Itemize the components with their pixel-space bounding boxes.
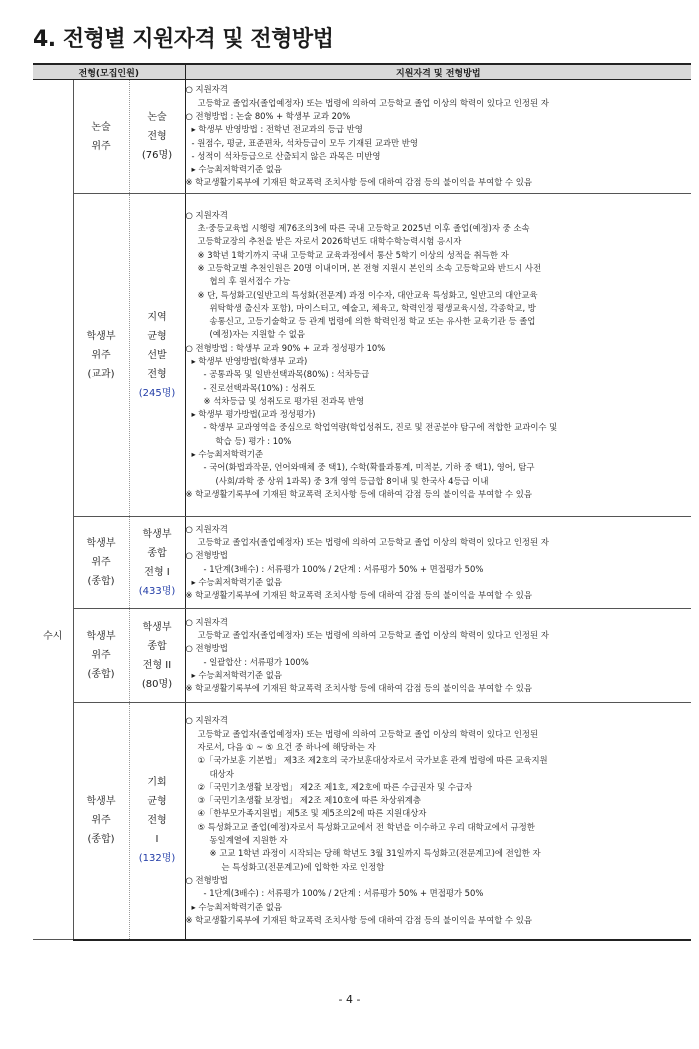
quota-count: (80명) — [141, 678, 173, 690]
name-text: 학생부 — [142, 528, 172, 540]
desc-line: ※ 단, 특성화고(일반고의 특성화(전문계) 과정 이수자, 대안교육 특성화고, 일반고의 대안교육 — [197, 289, 538, 300]
name-cell — [129, 703, 185, 940]
name-cell — [129, 517, 185, 609]
desc-line: 는 특성화고(전문계고)에 입학한 자로 인정함 — [221, 861, 385, 872]
table-row — [33, 703, 691, 940]
name-text: 지역 — [147, 311, 167, 323]
desc-line: - 1단계(3배수) : 서류평가 100% / 2단계 : 서류평가 50% + 면접평가 50% — [203, 563, 484, 574]
desc-line: ○ 지원자격 — [185, 616, 228, 627]
desc-line: 동일계열에 지원한 자 — [209, 835, 288, 846]
name-text: 전형 — [147, 815, 167, 827]
header-qualification-method: 지원자격 및 전형방법 — [185, 64, 691, 80]
desc-line: - 성적이 석차등급으로 산출되지 않은 과목은 미반영 — [191, 150, 381, 161]
page-number: - 4 - — [338, 993, 361, 1006]
name-cell — [129, 194, 185, 517]
desc-line: 초·중등교육법 시행령 제76조의3에 따른 국내 고등학교 2025년 이후 졸업(예정)자 중 소속 — [197, 223, 530, 234]
desc-line: 고등학교 졸업자(졸업예정자) 또는 법령에 의하여 고등학교 졸업 이상의 학력이 있다고 인정된 자 — [197, 629, 549, 640]
description-cell — [185, 194, 691, 517]
table-row — [33, 194, 691, 517]
table-row — [33, 517, 691, 609]
description-cell — [185, 517, 691, 609]
desc-line: - 학생부 교과영역을 중심으로 학업역량(학업성취도, 진로 및 전공분야 탐구에 적합한 교과이수 및 — [203, 422, 558, 433]
desc-line: - 국어(화법과작문, 언어와매체 중 택1), 수학(확률과통계, 미적분, 기하 중 택1), 영어, 탐구 — [203, 462, 535, 473]
name-text: 기회 — [147, 777, 167, 789]
name-cell — [129, 80, 185, 194]
desc-line: ○ 지원자격 — [185, 523, 228, 534]
name-text: 전형 — [147, 368, 167, 380]
description-cell — [185, 703, 691, 940]
type-text: 위주 — [91, 815, 111, 827]
desc-line: ▸ 수능최저학력기준 없음 — [191, 669, 282, 680]
header-admission-type: 전형(모집인원) — [33, 64, 185, 80]
desc-line: 고등학교 졸업자(졸업예정자) 또는 법령에 의하여 고등학교 졸업 이상의 학력이 있다고 인정된 자 — [197, 536, 549, 547]
desc-line: 위탁학생 출신자 포함), 마이스터고, 예술고, 체육고, 학력인정 평생교육시설, 각종학교, 방 — [209, 302, 536, 313]
desc-line: 송통신고, 고등기술학교 등 관계 법령에 의한 학력인정 학교 또는 유사한 교육기관 등 졸업 — [209, 316, 536, 327]
name-text: 균형 — [147, 796, 167, 808]
desc-line: ▸ 수능최저학력기준 없음 — [191, 901, 282, 912]
desc-line: (예정)자는 지원할 수 없음 — [209, 329, 305, 340]
name-text: I — [155, 834, 159, 846]
desc-line: 자로서, 다음 ① ~ ⑤ 요건 중 하나에 해당하는 자 — [197, 741, 376, 752]
description-cell — [185, 609, 691, 703]
type-text: 학생부 — [86, 538, 116, 549]
type-cell — [73, 194, 129, 517]
desc-line: ▸ 학생부 반영방법(학생부 교과) — [191, 356, 308, 366]
desc-line: 고등학교장의 추천을 받은 자로서 2026학년도 대학수학능력시험 응시자 — [197, 236, 462, 247]
category-label: 수시 — [43, 631, 63, 642]
desc-line: ▸ 학생부 평가방법(교과 정성평가) — [191, 409, 316, 420]
type-text: 위주 — [91, 650, 111, 661]
desc-line: ○ 전형방법 — [185, 643, 228, 654]
desc-line: ①「국가보훈 기본법」 제3조 제2호의 국가보훈대상자로서 국가보훈 관계 법령에 따른 교육지원 — [197, 755, 548, 766]
desc-line: ○ 지원자격 — [185, 209, 228, 220]
type-cell — [73, 703, 129, 940]
name-text: 균형 — [147, 330, 167, 342]
desc-line: ②「국민기초생활 보장법」 제2조 제1호, 제2호에 따른 수급권자 및 수급자 — [197, 781, 473, 792]
name-text: 전형 II — [142, 659, 172, 671]
quota-count: (245명) — [138, 387, 176, 399]
desc-line: ▸ 수능최저학력기준 — [191, 449, 264, 460]
desc-line: ※ 고교 1학년 과정이 시작되는 당해 학년도 3월 31일까지 특성화고(전문계고)에 전입한 자 — [209, 848, 541, 859]
name-text: 학생부 — [142, 621, 172, 633]
page-title: 4. 전형별 지원자격 및 전형방법 — [33, 27, 334, 52]
type-text: 위주 — [91, 140, 111, 152]
admission-table — [33, 63, 691, 941]
name-text: 종합 — [147, 547, 167, 559]
quota-count: (433명) — [138, 585, 176, 597]
desc-line: - 진로선택과목(10%) : 성취도 — [203, 382, 316, 393]
name-text: 전형 I — [144, 566, 170, 578]
description-cell — [185, 80, 691, 194]
desc-line: ※ 3학년 1학기까지 국내 고등학교 교육과정에서 통산 5학기 이상의 성적을 취득한 자 — [197, 249, 509, 260]
type-text: (종합) — [87, 576, 115, 587]
desc-line: - 공통과목 및 일반선택과목(80%) : 석차등급 — [203, 369, 370, 380]
quota-count: (132명) — [138, 853, 176, 865]
type-text: 학생부 — [86, 631, 116, 642]
desc-line: ※ 학교생활기록부에 기재된 학교폭력 조치사항 등에 대하여 감점 등의 불이익을 부여할 수 있음 — [185, 683, 532, 694]
type-text: 학생부 — [86, 330, 116, 342]
table-row — [33, 80, 691, 194]
desc-line: ○ 전형방법 : 학생부 교과 90% + 교과 정성평가 10% — [185, 342, 386, 353]
desc-line: ※ 학교생활기록부에 기재된 학교폭력 조치사항 등에 대하여 감점 등의 불이익을 부여할 수 있음 — [185, 914, 532, 925]
desc-line: - 일괄합산 : 서류평가 100% — [203, 656, 309, 667]
name-text: 논술 — [147, 112, 167, 123]
desc-line: 고등학교 졸업자(졸업예정자) 또는 법령에 의하여 고등학교 졸업 이상의 학력이 있다고 인정된 자 — [197, 97, 549, 108]
type-text: (종합) — [87, 834, 115, 846]
type-cell — [73, 80, 129, 194]
desc-line: 고등학교 졸업자(졸업예정자) 또는 법령에 의하여 고등학교 졸업 이상의 학력이 있다고 인정된 — [197, 728, 539, 739]
desc-line: ※ 고등학교별 추천인원은 20명 이내이며, 본 전형 지원시 본인의 소속 고등학교와 반드시 사전 — [197, 262, 542, 273]
type-text: 학생부 — [86, 796, 116, 808]
desc-line: ○ 전형방법 : 논술 80% + 학생부 교과 20% — [185, 110, 351, 121]
desc-line: ▸ 수능최저학력기준 없음 — [191, 164, 282, 175]
type-text: 위주 — [91, 557, 111, 568]
desc-line: ※ 학교생활기록부에 기재된 학교폭력 조치사항 등에 대하여 감점 등의 불이익을 부여할 수 있음 — [185, 590, 532, 601]
name-text: 선발 — [147, 349, 167, 361]
name-cell — [129, 609, 185, 703]
type-text: (종합) — [87, 669, 115, 680]
desc-line: ○ 전형방법 — [185, 874, 228, 885]
desc-line: ④「한부모가족지원법」제5조 및 제5조의2에 따른 지원대상자 — [197, 808, 427, 819]
desc-line: ※ 학교생활기록부에 기재된 학교폭력 조치사항 등에 대하여 감점 등의 불이익을 부여할 수 있음 — [185, 488, 532, 499]
desc-line: 학습 등) 평가 : 10% — [215, 435, 292, 446]
quota-count: (76명) — [141, 150, 173, 161]
category-cell — [33, 80, 73, 940]
desc-line: ※ 석차등급 및 성취도로 평가된 전과목 반영 — [203, 395, 365, 406]
type-cell — [73, 609, 129, 703]
desc-line: - 1단계(3배수) : 서류평가 100% / 2단계 : 서류평가 50% + 면접평가 50% — [203, 888, 484, 899]
name-text: 종합 — [147, 640, 167, 652]
desc-line: 협의 후 원서접수 가능 — [209, 276, 291, 287]
type-text: 논술 — [91, 121, 111, 133]
desc-line: ○ 지원자격 — [185, 715, 228, 726]
desc-line: ⑤ 특성화고교 졸업(예정)자로서 특성화고교에서 전 학년을 이수하고 우리 대학교에서 규정한 — [197, 821, 535, 832]
name-text: 전형 — [147, 131, 167, 142]
type-text: 위주 — [91, 349, 111, 361]
desc-line: ○ 전형방법 — [185, 550, 228, 561]
desc-line: (사회/과학 중 상위 1과목) 중 3개 영역 등급합 8이내 및 한국사 4등급 이내 — [215, 475, 489, 486]
desc-line: ③「국민기초생활 보장법」 제2조 제10호에 따른 차상위계층 — [197, 795, 421, 806]
desc-line: ○ 지원자격 — [185, 84, 228, 95]
desc-line: ▸ 학생부 반영방법 : 전학년 전교과의 등급 반영 — [191, 124, 363, 135]
type-cell — [73, 517, 129, 609]
table-header-row — [33, 64, 691, 80]
desc-line: ※ 학교생활기록부에 기재된 학교폭력 조치사항 등에 대하여 감점 등의 불이익을 부여할 수 있음 — [185, 177, 532, 188]
desc-line: - 원점수, 평균, 표준편차, 석차등급이 모두 기재된 교과만 반영 — [191, 137, 418, 148]
desc-line: ▸ 수능최저학력기준 없음 — [191, 576, 282, 587]
type-text: (교과) — [87, 368, 115, 380]
table-row — [33, 609, 691, 703]
desc-line: 대상자 — [209, 768, 234, 779]
